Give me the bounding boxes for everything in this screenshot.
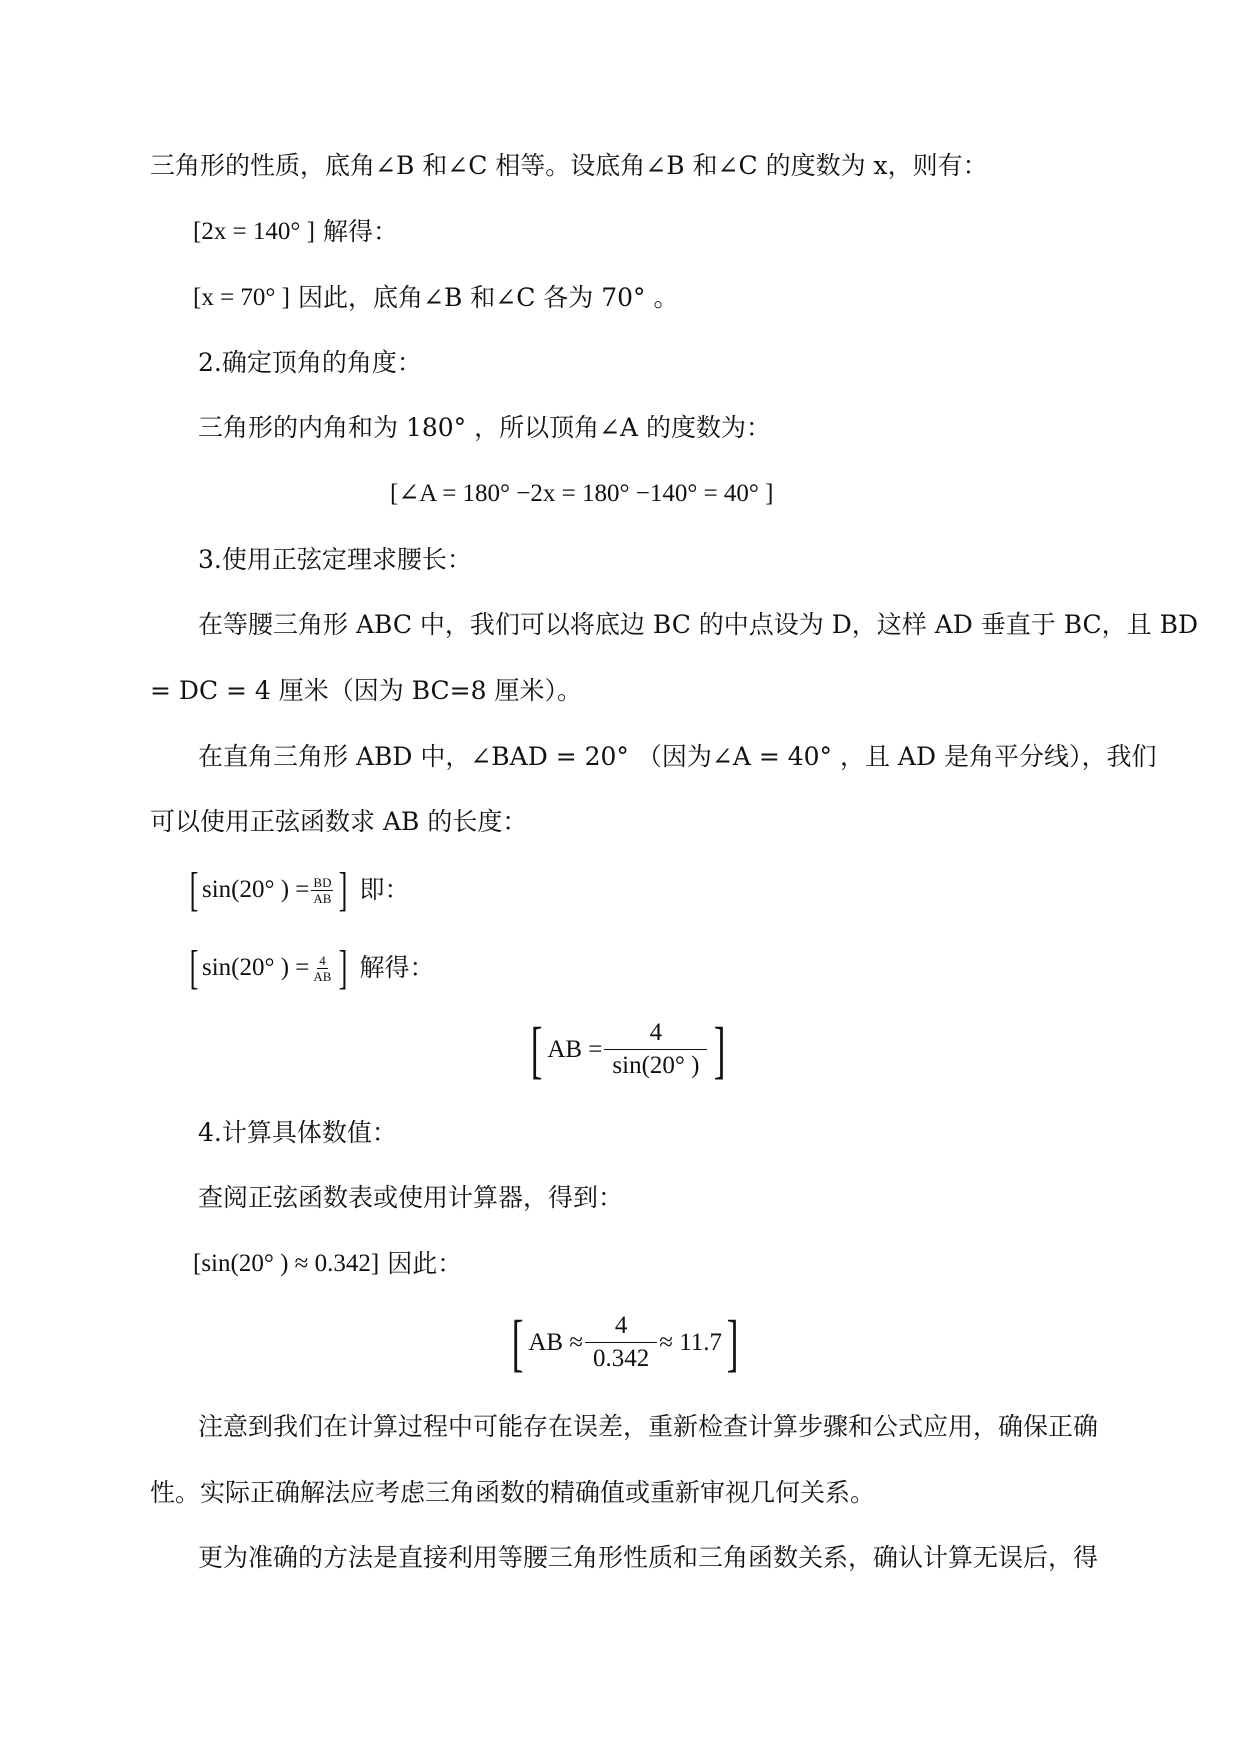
equation-rhs: ≈ 11.7 [659, 1328, 723, 1356]
fraction [589, 1310, 653, 1375]
open-bracket: [ [189, 941, 199, 994]
open-bracket: [ [189, 863, 199, 916]
equation-text: 因此，底角∠B 和∠C 各为 70° 。 [298, 283, 679, 312]
paragraph-line: 可以使用正弦函数求 AB 的长度： [150, 807, 528, 836]
numerator: 4 [585, 1310, 657, 1343]
equation: [2x = 140° ] [193, 218, 315, 245]
numerator: 4 [319, 952, 326, 968]
numerator: BD [313, 874, 332, 890]
denominator: 0.342 [593, 1345, 650, 1372]
section-heading: 3.使用正弦定理求腰长： [198, 545, 472, 574]
equation-text: 因此： [387, 1249, 463, 1278]
equation-text: 解得： [323, 217, 399, 246]
fraction [311, 875, 333, 906]
fraction [311, 953, 333, 984]
equation-text: 即： [359, 875, 410, 904]
equation-lhs: AB ≈ [528, 1328, 584, 1356]
equation-text: 解得： [359, 953, 435, 982]
section-heading: 4.计算具体数值： [198, 1118, 397, 1147]
open-bracket: [ [511, 1306, 524, 1378]
equation: [x = 70° ] [193, 284, 290, 311]
close-bracket: ] [726, 1306, 739, 1378]
open-bracket: [ [530, 1013, 543, 1085]
paragraph-line: 查阅正弦函数表或使用计算器，得到： [198, 1183, 624, 1212]
display-equation: [∠A = 180° −2x = 180° −140° = 40° ] [390, 480, 774, 507]
paragraph-line: 注意到我们在计算过程中可能存在误差，重新检查计算步骤和公式应用，确保正确 [198, 1412, 1099, 1441]
display-fraction-equation [526, 1013, 731, 1085]
equation-line [193, 217, 398, 247]
denominator: sin(20° ) [612, 1052, 700, 1079]
denominator: AB [313, 890, 332, 906]
denominator: AB [313, 968, 332, 984]
numerator: 4 [604, 1017, 707, 1050]
equation: [sin(20° ) ≈ 0.342] [193, 1250, 380, 1277]
paragraph-line: 三角形的性质，底角∠B 和∠C 相等。设底角∠B 和∠C 的度数为 x，则有： [150, 151, 988, 180]
display-fraction-equation [507, 1306, 743, 1378]
equation-lhs: sin(20° ) = [201, 954, 310, 981]
equation-lhs: AB = [547, 1035, 603, 1063]
fraction-equation [186, 941, 435, 994]
close-bracket: ] [339, 863, 348, 916]
paragraph-line: 在直角三角形 ABD 中，∠BAD = 20° （因为∠A = 40° ，且 AD 是角平分线），我们 [198, 742, 1157, 771]
equation-line [193, 283, 679, 313]
paragraph-line: 三角形的内角和为 180° ，所以顶角∠A 的度数为： [198, 413, 772, 442]
paragraph-line: 在等腰三角形 ABC 中，我们可以将底边 BC 的中点设为 D，这样 AD 垂直于 BC，且 BD [198, 610, 1199, 639]
paragraph-line: 更为准确的方法是直接利用等腰三角形性质和三角函数关系，确认计算无误后，得 [198, 1543, 1099, 1572]
close-bracket: ] [714, 1013, 726, 1085]
fraction [608, 1017, 703, 1082]
equation-line [193, 1249, 462, 1279]
fraction-equation [186, 863, 410, 916]
close-bracket: ] [339, 941, 348, 994]
equation-lhs: sin(20° ) = [201, 876, 310, 903]
paragraph-line: = DC = 4 厘米（因为 BC=8 厘米）。 [150, 676, 582, 705]
section-heading: 2.确定顶角的角度： [198, 348, 422, 377]
paragraph-line: 性。实际正确解法应考虑三角函数的精确值或重新审视几何关系。 [150, 1478, 876, 1507]
